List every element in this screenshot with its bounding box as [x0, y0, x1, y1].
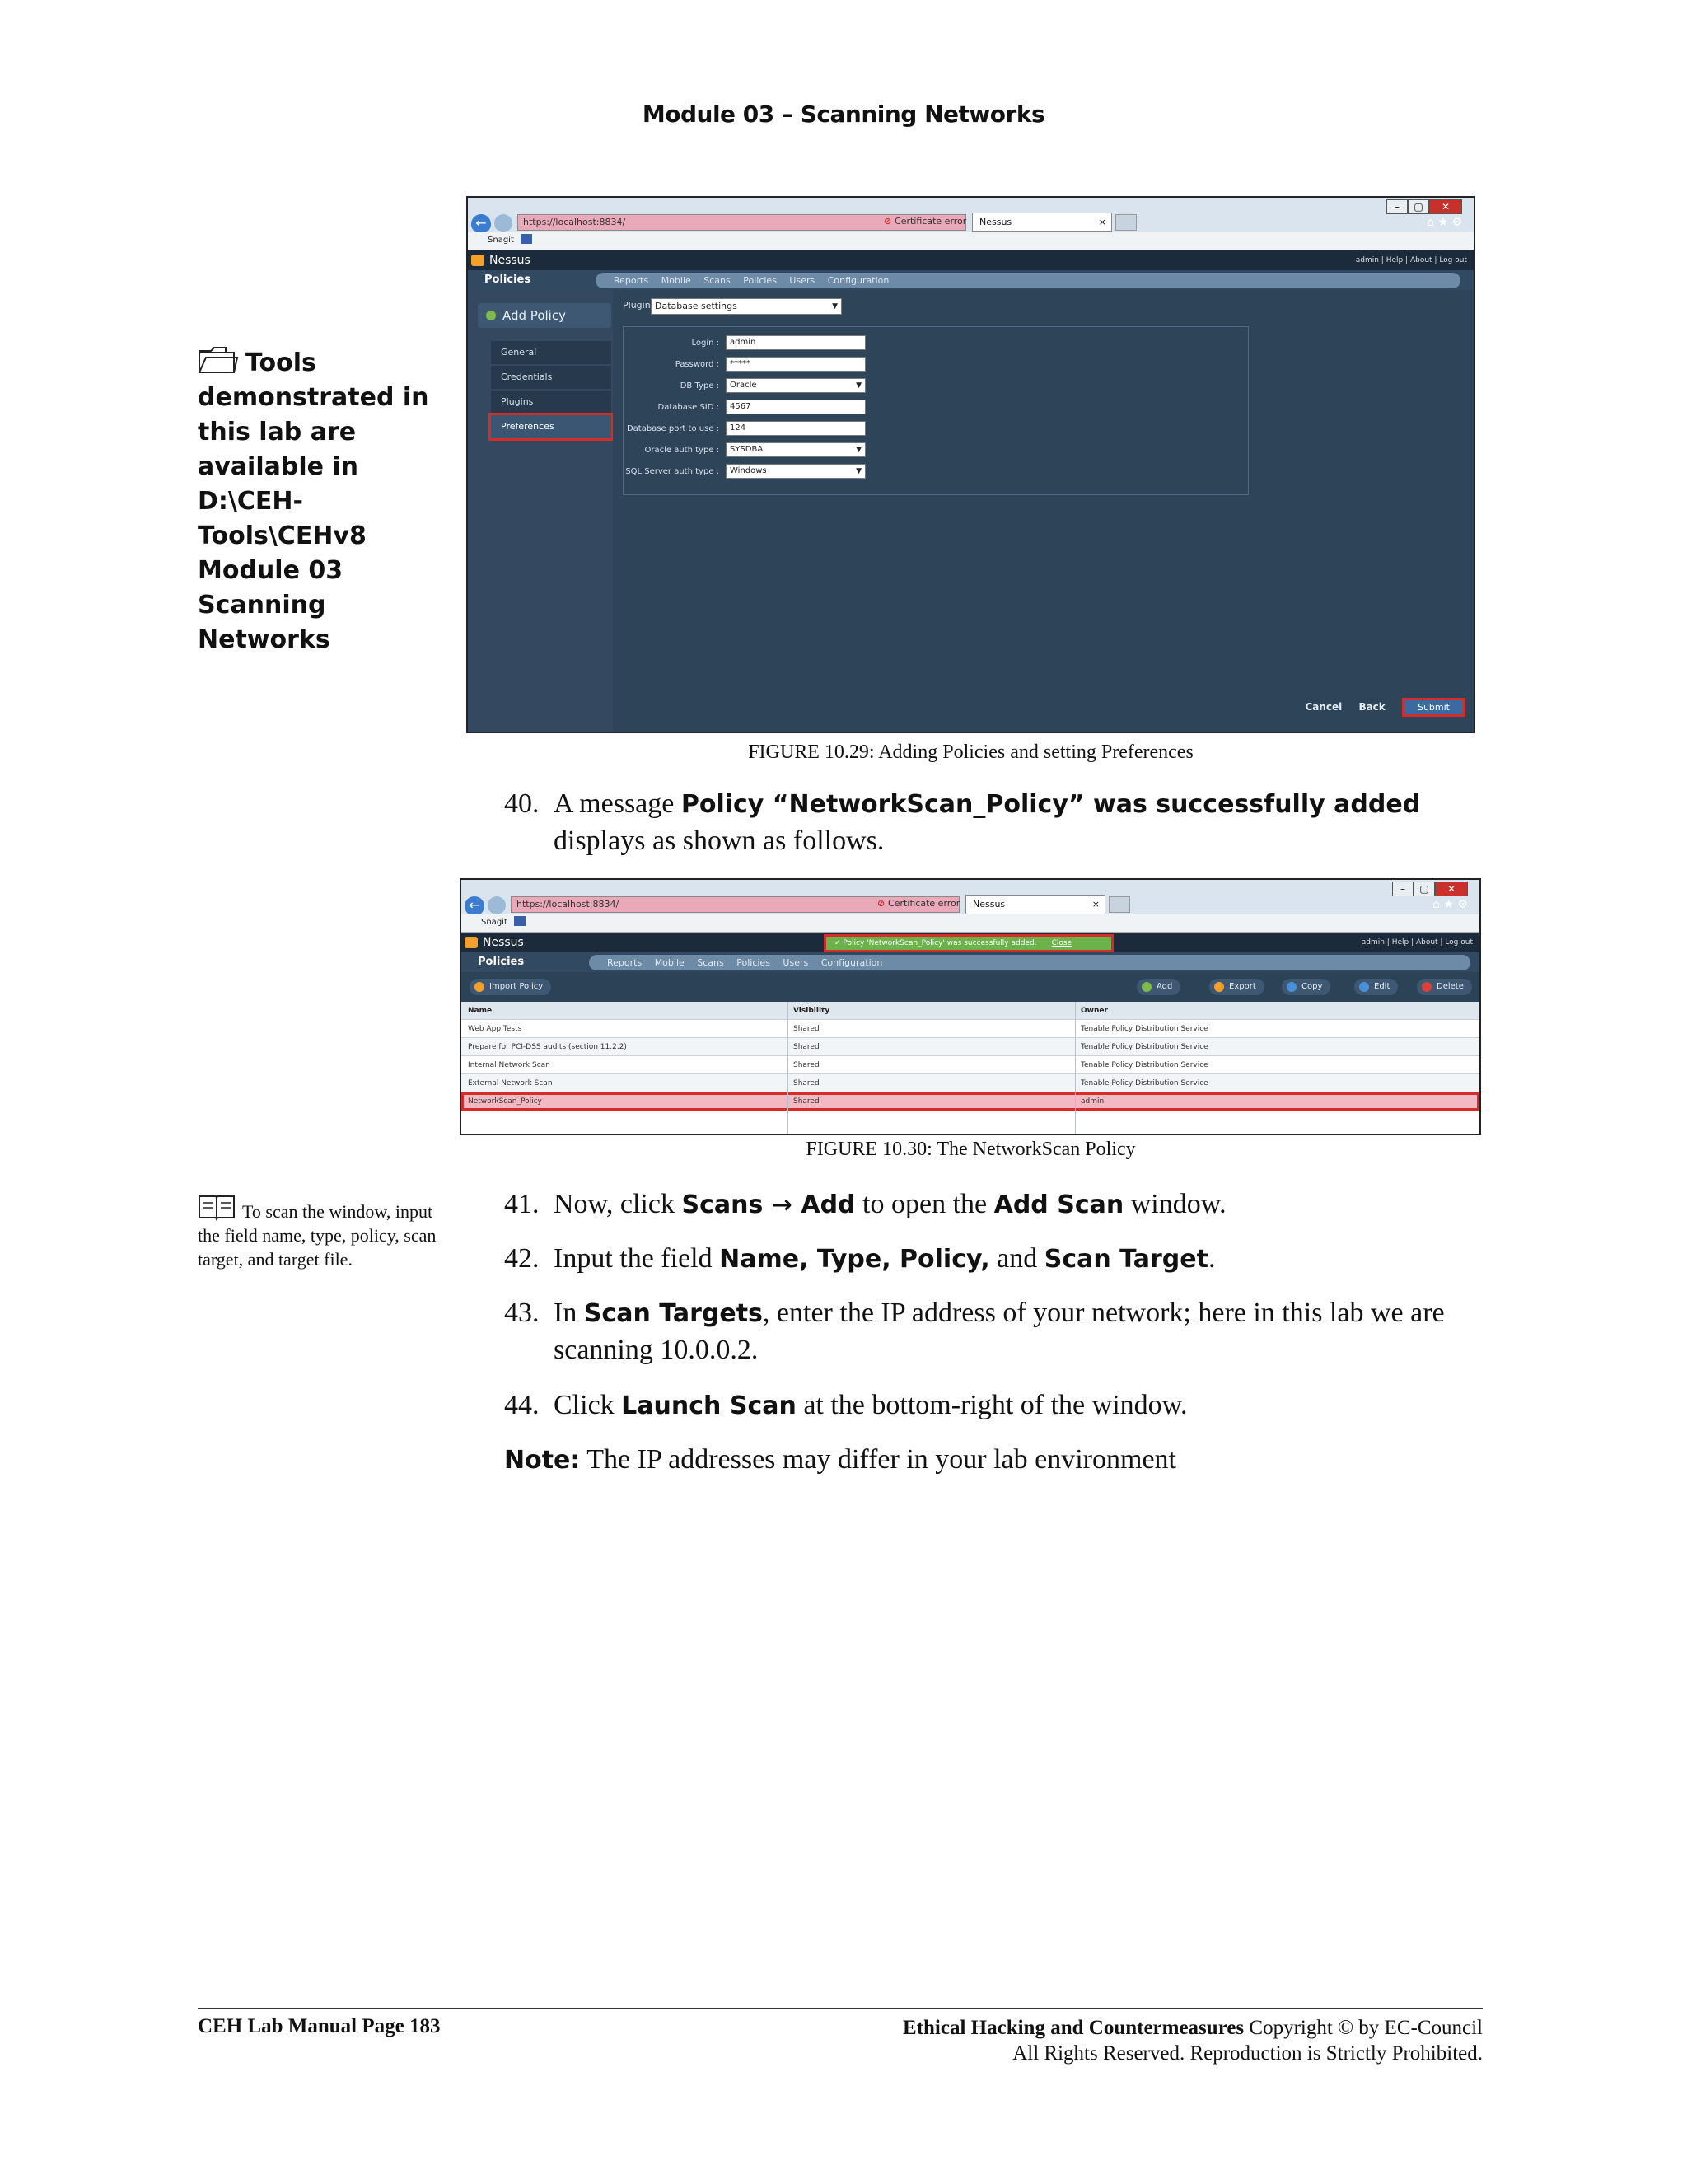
address-bar[interactable]: https://localhost:8834/	[517, 214, 966, 231]
page-title: Policies	[484, 274, 531, 286]
step-bold: Add Scan	[993, 1190, 1124, 1219]
cell-owner: Tenable Policy Distribution Service	[1081, 1079, 1208, 1087]
step-text: Now, click	[554, 1189, 682, 1219]
success-text: ✓ Policy 'NetworkScan_Policy' was successfully added.	[834, 939, 1037, 947]
cell-visibility: Shared	[793, 1025, 820, 1033]
table-row[interactable]	[461, 1020, 1479, 1038]
field-database-port	[624, 421, 1250, 437]
tip-note-text: To scan the window, input the field name, type, policy, scan target, and target file.	[198, 1201, 437, 1270]
column-header[interactable]: Owner	[1081, 1007, 1108, 1015]
column-header[interactable]: Visibility	[793, 1007, 830, 1015]
field-password	[624, 357, 1250, 373]
footer-rights: All Rights Reserved. Reproduction is Strictly Prohibited.	[1012, 2042, 1483, 2065]
oracle-auth-select[interactable]: SYSDBA ▼	[726, 442, 866, 457]
favorites-bar	[468, 232, 1474, 250]
cell-visibility: Shared	[793, 1079, 820, 1087]
step-text: and	[989, 1243, 1044, 1274]
step-bold: Scan Targets	[583, 1299, 763, 1328]
field-label: Database SID :	[657, 403, 719, 412]
field-label: Oracle auth type :	[644, 446, 719, 455]
nessus-brand: Nessus	[489, 254, 530, 267]
maximize-button[interactable]: ▢	[1408, 199, 1429, 214]
favorite-snagit[interactable]: Snagit	[481, 918, 507, 927]
sql-auth-select[interactable]: Windows ▼	[726, 464, 866, 479]
favorite-icon[interactable]	[521, 234, 532, 244]
column-header[interactable]: Name	[468, 1007, 493, 1015]
step-text: to open the	[855, 1189, 994, 1219]
new-tab-button[interactable]	[1115, 214, 1137, 231]
minimize-button[interactable]: –	[1392, 882, 1414, 896]
field-label: DB Type :	[680, 381, 719, 391]
cert-error	[884, 216, 966, 227]
column-divider	[787, 1002, 788, 1135]
footer-page: CEH Lab Manual Page 183	[198, 2015, 441, 2037]
close-window-button[interactable]: ✕	[1429, 199, 1462, 214]
nav-credentials[interactable]: Credentials	[491, 366, 611, 389]
note	[504, 1442, 1176, 1479]
footer-copy: Copyright © by EC-Council	[1244, 2017, 1483, 2039]
step-42	[504, 1241, 1484, 1278]
step-41	[504, 1186, 1484, 1223]
password-input[interactable]: *****	[726, 357, 866, 372]
cell-name: NetworkScan_Policy	[468, 1097, 542, 1106]
favorite-icon[interactable]	[514, 916, 526, 926]
nessus-logo-icon	[465, 937, 478, 948]
nav-general[interactable]: General	[491, 341, 611, 364]
step-bold: Scans → Add	[681, 1190, 856, 1219]
table-row-selected[interactable]	[461, 1092, 1479, 1111]
step-44	[504, 1387, 1484, 1424]
add-button[interactable]: Add	[1137, 979, 1180, 995]
db-type-select[interactable]: Oracle ▼	[726, 378, 866, 393]
top-links[interactable]: admin | Help | About | Log out	[1355, 256, 1467, 264]
step-text: .	[1208, 1243, 1216, 1274]
import-policy-button[interactable]: Import Policy	[470, 979, 551, 995]
database-sid-input[interactable]: 4567	[726, 400, 866, 414]
close-window-button[interactable]: ✕	[1435, 882, 1468, 896]
footer-rule	[198, 2008, 1483, 2009]
table-row[interactable]	[461, 1074, 1479, 1092]
field-db-type	[624, 378, 1250, 395]
tab-close-icon[interactable]: ×	[1091, 899, 1100, 910]
step-text: , enter the IP address of your network; here in this lab we are scanning 10.0.0.2.	[554, 1298, 1445, 1365]
step-bold: Name, Type, Policy,	[719, 1245, 990, 1274]
database-port-input[interactable]: 124	[726, 421, 866, 436]
window-controls	[1392, 882, 1468, 896]
nessus-menu-bar	[461, 952, 1479, 972]
step-bold: Launch Scan	[621, 1391, 797, 1420]
nav-plugins[interactable]: Plugins	[491, 391, 611, 414]
cancel-button[interactable]: Cancel	[1305, 701, 1343, 713]
page-header: Module 03 – Scanning Networks	[642, 101, 1045, 128]
top-links[interactable]: admin | Help | About | Log out	[1361, 938, 1473, 947]
nav-preferences[interactable]: Preferences	[491, 415, 611, 438]
step-text: Input the field	[554, 1243, 720, 1274]
browser-chrome	[468, 198, 1474, 232]
cell-owner: Tenable Policy Distribution Service	[1081, 1061, 1208, 1069]
nessus-policies-list-screenshot	[460, 878, 1481, 1135]
tip-note	[198, 1193, 437, 1271]
table-header	[461, 1002, 1479, 1020]
cert-error	[877, 898, 960, 909]
home-star-gear-icon[interactable]: ⌂ ★ ⚙	[1432, 898, 1468, 911]
cell-name: Prepare for PCI-DSS audits (section 11.2.2)	[468, 1043, 627, 1051]
policies-toolbar	[461, 972, 1479, 1000]
address-bar[interactable]: https://localhost:8834/	[511, 896, 960, 913]
forward-arrow-icon[interactable]	[488, 896, 506, 914]
database-settings-form	[623, 326, 1249, 495]
step-text: displays as shown as follows.	[554, 825, 885, 856]
add-policy-button[interactable]: Add Policy	[478, 303, 611, 328]
tab-close-icon[interactable]: ×	[1098, 217, 1106, 227]
delete-button[interactable]: Delete	[1417, 979, 1472, 995]
browser-chrome	[461, 880, 1479, 914]
step-text: Click	[554, 1390, 622, 1420]
field-label: Login :	[691, 339, 719, 348]
home-star-gear-icon[interactable]: ⌂ ★ ⚙	[1427, 216, 1462, 229]
plugin-label: Plugin	[623, 300, 651, 311]
browser-tab-nessus[interactable]	[965, 895, 1105, 914]
step-text: window.	[1124, 1189, 1227, 1219]
step-number: 44.	[504, 1390, 540, 1420]
back-arrow-icon[interactable]: ←	[465, 896, 484, 916]
page-title: Policies	[478, 956, 525, 968]
step-43	[504, 1295, 1484, 1368]
step-bold: Scan Target	[1044, 1245, 1208, 1274]
step-text: In	[554, 1298, 584, 1328]
cell-visibility: Shared	[793, 1043, 820, 1051]
plugin-select[interactable]: Database settings ▼	[651, 298, 842, 315]
cell-visibility: Shared	[793, 1097, 820, 1106]
step-number: 42.	[504, 1243, 540, 1274]
nessus-logo-icon	[471, 255, 484, 266]
footer-course: Ethical Hacking and Countermeasures	[903, 2017, 1245, 2039]
cell-owner: Tenable Policy Distribution Service	[1081, 1025, 1208, 1033]
nessus-menu-bar	[468, 270, 1474, 290]
cert-error-icon: ⊘	[884, 216, 895, 227]
browser-tab-nessus[interactable]	[972, 213, 1112, 232]
cert-error-icon: ⊘	[877, 898, 889, 909]
login-input[interactable]: admin	[726, 335, 866, 350]
policies-table	[461, 1002, 1479, 1135]
note-label: Note:	[504, 1446, 581, 1475]
field-oracle-auth	[624, 442, 1250, 459]
field-label: Password :	[675, 360, 719, 369]
note-text: The IP addresses may differ in your lab environment	[580, 1444, 1176, 1475]
cell-name: Internal Network Scan	[468, 1061, 550, 1069]
nessus-app-bar	[468, 250, 1474, 270]
field-sql-auth	[624, 464, 1250, 480]
maximize-button[interactable]: ▢	[1414, 882, 1435, 896]
minimize-button[interactable]: –	[1386, 199, 1408, 214]
cell-visibility: Shared	[793, 1061, 820, 1069]
cell-name: Web App Tests	[468, 1025, 522, 1033]
favorite-snagit[interactable]: Snagit	[488, 236, 514, 245]
success-message	[824, 934, 1114, 952]
field-label: SQL Server auth type :	[625, 467, 719, 476]
copy-button[interactable]: Copy	[1282, 979, 1330, 995]
figure-caption-2: FIGURE 10.30: The NetworkScan Policy	[806, 1139, 1136, 1160]
export-button[interactable]: Export	[1209, 979, 1264, 995]
forward-arrow-icon[interactable]	[494, 214, 512, 232]
field-label: Database port to use :	[626, 424, 719, 433]
close-link[interactable]: Close	[1051, 939, 1072, 947]
policy-sidebar	[468, 290, 613, 733]
back-arrow-icon[interactable]: ←	[471, 214, 491, 234]
main-menu[interactable]: Reports Mobile Scans Policies Users Configuration	[596, 273, 1460, 288]
field-login	[624, 335, 1250, 352]
cell-name: External Network Scan	[468, 1079, 553, 1087]
table-row[interactable]	[461, 1056, 1479, 1074]
table-row[interactable]	[461, 1038, 1479, 1056]
field-database-sid	[624, 400, 1250, 416]
back-button[interactable]: Back	[1358, 701, 1386, 713]
step-bold: Policy “NetworkScan_Policy” was successfully added	[680, 790, 1421, 819]
step-number: 40.	[504, 788, 540, 819]
tab-title: Nessus	[973, 899, 1006, 910]
step-number: 41.	[504, 1189, 540, 1219]
preferences-panel	[613, 290, 1475, 733]
new-tab-button[interactable]	[1109, 896, 1130, 913]
footer-copyright	[903, 2015, 1483, 2066]
tab-title: Nessus	[979, 217, 1012, 227]
cell-owner: admin	[1081, 1097, 1105, 1106]
tools-note	[198, 346, 437, 657]
figure-caption-1: FIGURE 10.29: Adding Policies and setting Preferences	[748, 741, 1194, 763]
edit-button[interactable]: Edit	[1354, 979, 1398, 995]
book-icon	[198, 1193, 236, 1221]
cert-error-text: Certificate error	[888, 898, 960, 909]
step-40	[504, 786, 1484, 859]
tools-note-text: Tools demonstrated in this lab are available in D:\CEH-Tools\CEHv8 Module 03 Scanning Networks	[198, 348, 429, 654]
step-text: at the bottom-right of the window.	[796, 1390, 1188, 1420]
step-text: A message	[554, 788, 681, 819]
column-divider	[1075, 1002, 1076, 1135]
favorites-bar	[461, 914, 1479, 933]
nessus-add-policy-screenshot	[466, 196, 1475, 733]
main-menu[interactable]: Reports Mobile Scans Policies Users Configuration	[589, 955, 1470, 970]
folder-icon	[198, 346, 239, 374]
cell-owner: Tenable Policy Distribution Service	[1081, 1043, 1208, 1051]
nessus-brand: Nessus	[483, 936, 524, 949]
form-actions	[1292, 698, 1465, 717]
cert-error-text: Certificate error	[895, 216, 967, 227]
window-controls	[1386, 199, 1462, 214]
submit-button[interactable]: Submit	[1402, 698, 1465, 717]
step-number: 43.	[504, 1298, 540, 1328]
